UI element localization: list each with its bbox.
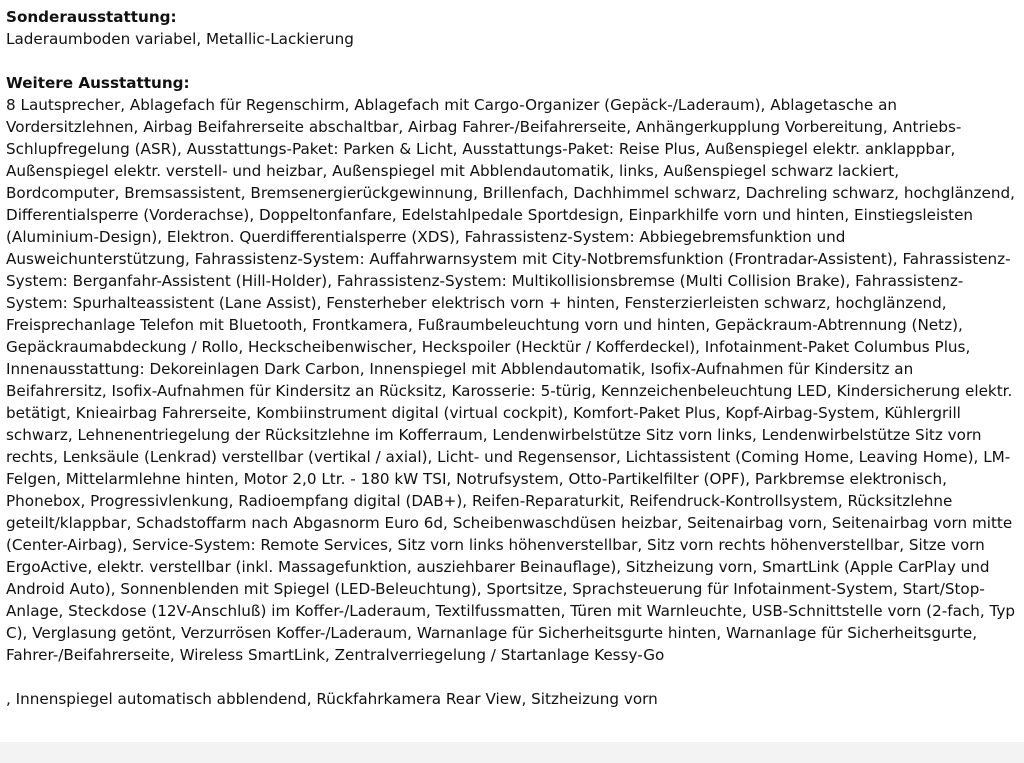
section-spacer bbox=[6, 666, 1016, 688]
additional-equipment-note: , Innenspiegel automatisch abblendend, Rückfahrkamera Rear View, Sitzheizung vorn bbox=[6, 690, 658, 708]
equipment-document bbox=[6, 6, 1016, 710]
further-equipment-text: 8 Lautsprecher, Ablagefach für Regenschirm, Ablagefach mit Cargo-Organizer (Gepäck-/Laderaum), Ablagetasche an Vordersitzlehnen, Airbag Beifahrerseite abschaltbar, Airbag Fahrer-/Beifahrerseite, Anhängerkupplung Vorbereitung, Antriebs-Schlupfregelung (ASR), Ausstattungs-Paket: Parken & Licht, Ausstattungs-Paket: Reise Plus, Außenspiegel elektr. anklappbar, Außenspiegel elektr. verstell- und heizbar, Außenspiegel mit Abblendautomatik, links, Außenspiegel schwarz lackiert, Bordcomputer, Bremsassistent, Bremsenergierückgewinnung, Brillenfach, Dachhimmel schwarz, Dachreling schwarz, hochglänzend, Differentialsperre (Vorderachse), Doppeltonfanfare, Edelstahlpedale Sportdesign, Einparkhilfe vorn und hinten, Einstiegsleisten (Aluminium-Design), Elektron. Querdifferentialsperre (XDS), Fahrassistenz-System: Abbiegebremsfunktion und Ausweichunterstützung, Fahrassistenz-System: Auffahrwarnsystem mit City-Notbremsfunktion (Frontradar-Assistent), Fahrassistenz-System: Berganfahr-Assistent (Hill-Holder), Fahrassistenz-System: Multikollisionsbremse (Multi Collision Brake), Fahrassistenz-System: Spurhalteassistent (Lane Assist), Fensterheber elektrisch vorn + hinten, Fensterzierleisten schwarz, hochglänzend, Freisprechanlage Telefon mit Bluetooth, Frontkamera, Fußraumbeleuchtung vorn und hinten, Gepäckraum-Abtrennung (Netz), Gepäckraumabdeckung / Rollo, Heckscheibenwischer, Heckspoiler (Hecktür / Kofferdeckel), Infotainment-Paket Columbus Plus, Innenausstattung: Dekoreinlagen Dark Carbon, Innenspiegel mit Abblendautomatik, Isofix-Aufnahmen für Kindersitz an Beifahrersitz, Isofix-Aufnahmen für Kindersitz an Rücksitz, Karosserie: 5-türig, Kennzeichenbeleuchtung LED, Kindersicherung elektr. betätigt, Knieairbag Fahrerseite, Kombiinstrument digital (virtual cockpit), Komfort-Paket Plus, Kopf-Airbag-System, Kühlergrill schwarz, Lehnenentriegelung der Rücksitzlehne im Kofferraum, Lendenwirbelstütze Sitz vorn links, Lendenwirbelstütze Sitz vorn rechts, Lenksäule (Lenkrad) verstellbar (vertikal / axial), Licht- und Regensensor, Lichtassistent (Coming Home, Leaving Home), LM-Felgen, Mittelarmlehne hinten, Motor 2,0 Ltr. - 180 kW TSI, Notrufsystem, Otto-Partikelfilter (OPF), Parkbremse elektronisch, Phonebox, Progressivlenkung, Radioempfang digital (DAB+), Reifen-Reparaturkit, Reifendruck-Kontrollsystem, Rücksitzlehne geteilt/klappbar, Schadstoffarm nach Abgasnorm Euro 6d, Scheibenwaschdüsen heizbar, Seitenairbag vorn, Seitenairbag vorn mitte (Center-Airbag), Service-System: Remote Services, Sitz vorn links höhenverstellbar, Sitz vorn rechts höhenverstellbar, Sitze vorn ErgoActive, elektr. verstellbar (inkl. Massagefunktion, ausziehbarer Beinauflage), Sitzheizung vorn, SmartLink (Apple CarPlay und Android Auto), Sonnenblenden mit Spiegel (LED-Beleuchtung), Sportsitze, Sprachsteuerung für Infotainment-System, Start/Stop-Anlage, Steckdose (12V-Anschluß) im Koffer-/Laderaum, Textilfussmatten, Türen mit Warnleuchte, USB-Schnittstelle vorn (2-fach, Typ C), Verglasung getönt, Verzurrösen Koffer-/Laderaum, Warnanlage für Sicherheitsgurte hinten, Warnanlage für Sicherheitsgurte, Fahrer-/Beifahrerseite, Wireless SmartLink, Zentralverriegelung / Startanlage Kessy-Go bbox=[6, 96, 1016, 664]
further-equipment-heading: Weitere Ausstattung: bbox=[6, 74, 190, 92]
section-spacer bbox=[6, 50, 1016, 72]
special-equipment-text: Laderaumboden variabel, Metallic-Lackierung bbox=[6, 30, 354, 48]
special-equipment-heading: Sonderausstattung: bbox=[6, 8, 177, 26]
page-bottom-band bbox=[0, 742, 1024, 763]
